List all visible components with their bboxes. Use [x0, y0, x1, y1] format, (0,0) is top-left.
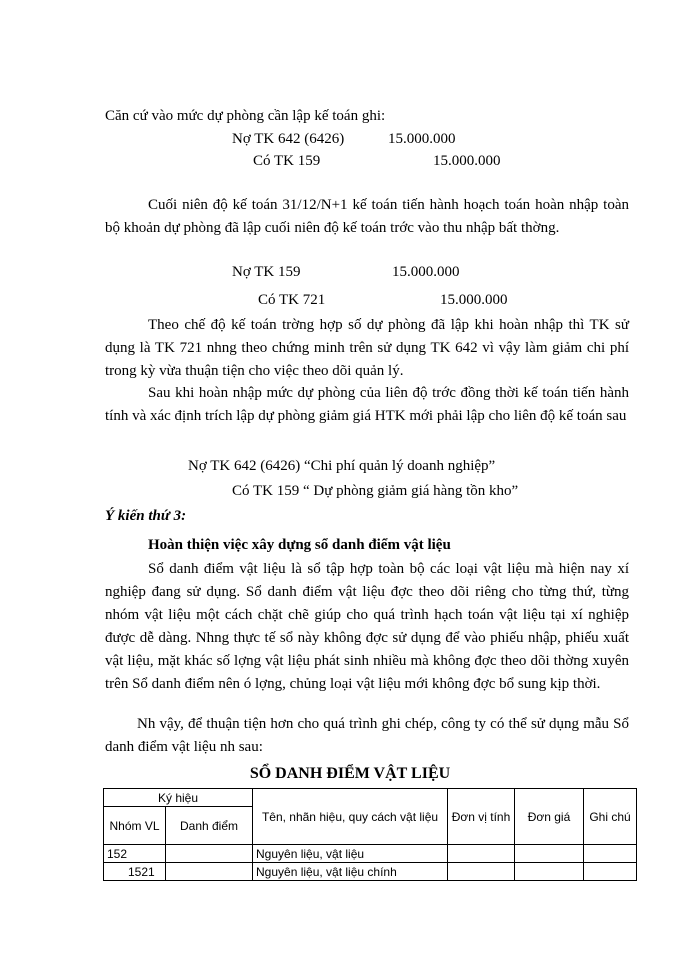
- row-price-cell: [515, 863, 584, 881]
- row-name-cell: Nguyên liệu, vật liệu chính: [253, 863, 448, 881]
- row-name-cell: Nguyên liệu, vật liệu: [253, 845, 448, 863]
- paragraph-accounting-regime: Theo chế độ kế toán trờng hợp số dự phòng đã lập khi hoàn nhập thì TK sử dụng là TK 721 nhng theo chứng minh trên sử dụng TK 642 vì vậy làm giảm chi phí trong kỳ vừa thuận tiện cho việc theo dõi quản lý.: [105, 317, 629, 379]
- paragraph-proposed-form: Nh vậy, để thuận tiện hơn cho quá trình ghi chép, công ty có thể sử dụng mẫu Sổ danh điểm vật liệu nh sau:: [105, 716, 629, 755]
- row-unit-cell: [448, 863, 515, 881]
- row-unit-cell: [448, 845, 515, 863]
- paragraph-material-register: Sổ danh điểm vật liệu là sổ tập hợp toàn bộ các loại vật liệu mà hiện nay xí nghiệp đang sử dụng. Sổ danh điểm vật liệu đợc theo dõi riêng cho từng thứ, từng nhóm vật liệu một cách chặt chẽ giúp cho quá trình hạch toán vật liệu tại xí nghiệp được dễ dàng. Nhng thực tế sổ này không đợc sử dụng để vào phiếu nhập, phiếu xuất vật liệu, mặt khác số lợng vật liệu phát sinh nhiều mà không đợc theo dõi thờng xuyên trên Sổ danh điểm nên ó lợng, chủng loại vật liệu mới không đợc bổ sung kịp thời.: [105, 561, 629, 692]
- table-row: [104, 845, 637, 863]
- row-group-cell: 152: [104, 845, 166, 863]
- entry1-credit-amount: 15.000.000: [433, 153, 501, 169]
- row-note-cell: [584, 845, 637, 863]
- entry2-credit-amount: 15.000.000: [440, 292, 508, 308]
- section-subheading: Hoàn thiện việc xây dựng sổ danh điểm vật liệu: [148, 537, 451, 553]
- row-code-cell: [166, 863, 253, 881]
- paragraph-year-end: Cuối niên độ kế toán 31/12/N+1 kế toán tiến hành hoạch toán hoàn nhập toàn bộ khoản dự phòng đã lập cuối niên độ kế toán trớc vào thu nhập bất thờng.: [105, 197, 629, 236]
- entry2-debit-amount: 15.000.000: [392, 264, 460, 280]
- row-note-cell: [584, 863, 637, 881]
- header-group: Nhóm VL: [104, 807, 166, 845]
- table-title: SỔ DANH ĐIỂM VẬT LIỆU: [249, 765, 451, 782]
- row-code-cell: [166, 845, 253, 863]
- entry1-credit-label: Có TK 159: [253, 153, 321, 169]
- entry1-debit-amount: 15.000.000: [388, 131, 456, 147]
- row-group-cell: 1521: [104, 863, 166, 881]
- header-name-spec: Tên, nhãn hiệu, quy cách vật liệu: [253, 789, 448, 845]
- header-code: Danh điểm: [166, 807, 253, 845]
- row-price-cell: [515, 845, 584, 863]
- section-heading: Ý kiến thứ 3:: [105, 508, 187, 524]
- entry3-credit-line: Có TK 159 “ Dự phòng giảm giá hàng tồn kho”: [232, 483, 519, 499]
- entry3-debit-line: Nợ TK 642 (6426) “Chi phí quản lý doanh nghiệp”: [188, 458, 496, 474]
- intro-line: Căn cứ vào mức dự phòng cần lập kế toán ghi:: [105, 108, 386, 124]
- entry2-debit-label: Nợ TK 159: [232, 264, 301, 280]
- entry2-credit-label: Có TK 721: [258, 292, 326, 308]
- table-row: [104, 863, 637, 881]
- entry1-debit-label: Nợ TK 642 (6426): [232, 131, 345, 147]
- header-unit: Đơn vị tính: [448, 789, 515, 845]
- material-register-table: [103, 788, 637, 881]
- paragraph-after-reversal: Sau khi hoàn nhập mức dự phòng của liên độ trớc đồng thời kế toán tiến hành tính và xác định trích lập dự phòng giảm giá HTK mới phải lập cho liên độ kế toán sau: [105, 385, 629, 424]
- header-symbol-group: Ký hiệu: [104, 789, 253, 807]
- header-note: Ghi chú: [584, 789, 637, 845]
- header-unit-price: Đơn giá: [515, 789, 584, 845]
